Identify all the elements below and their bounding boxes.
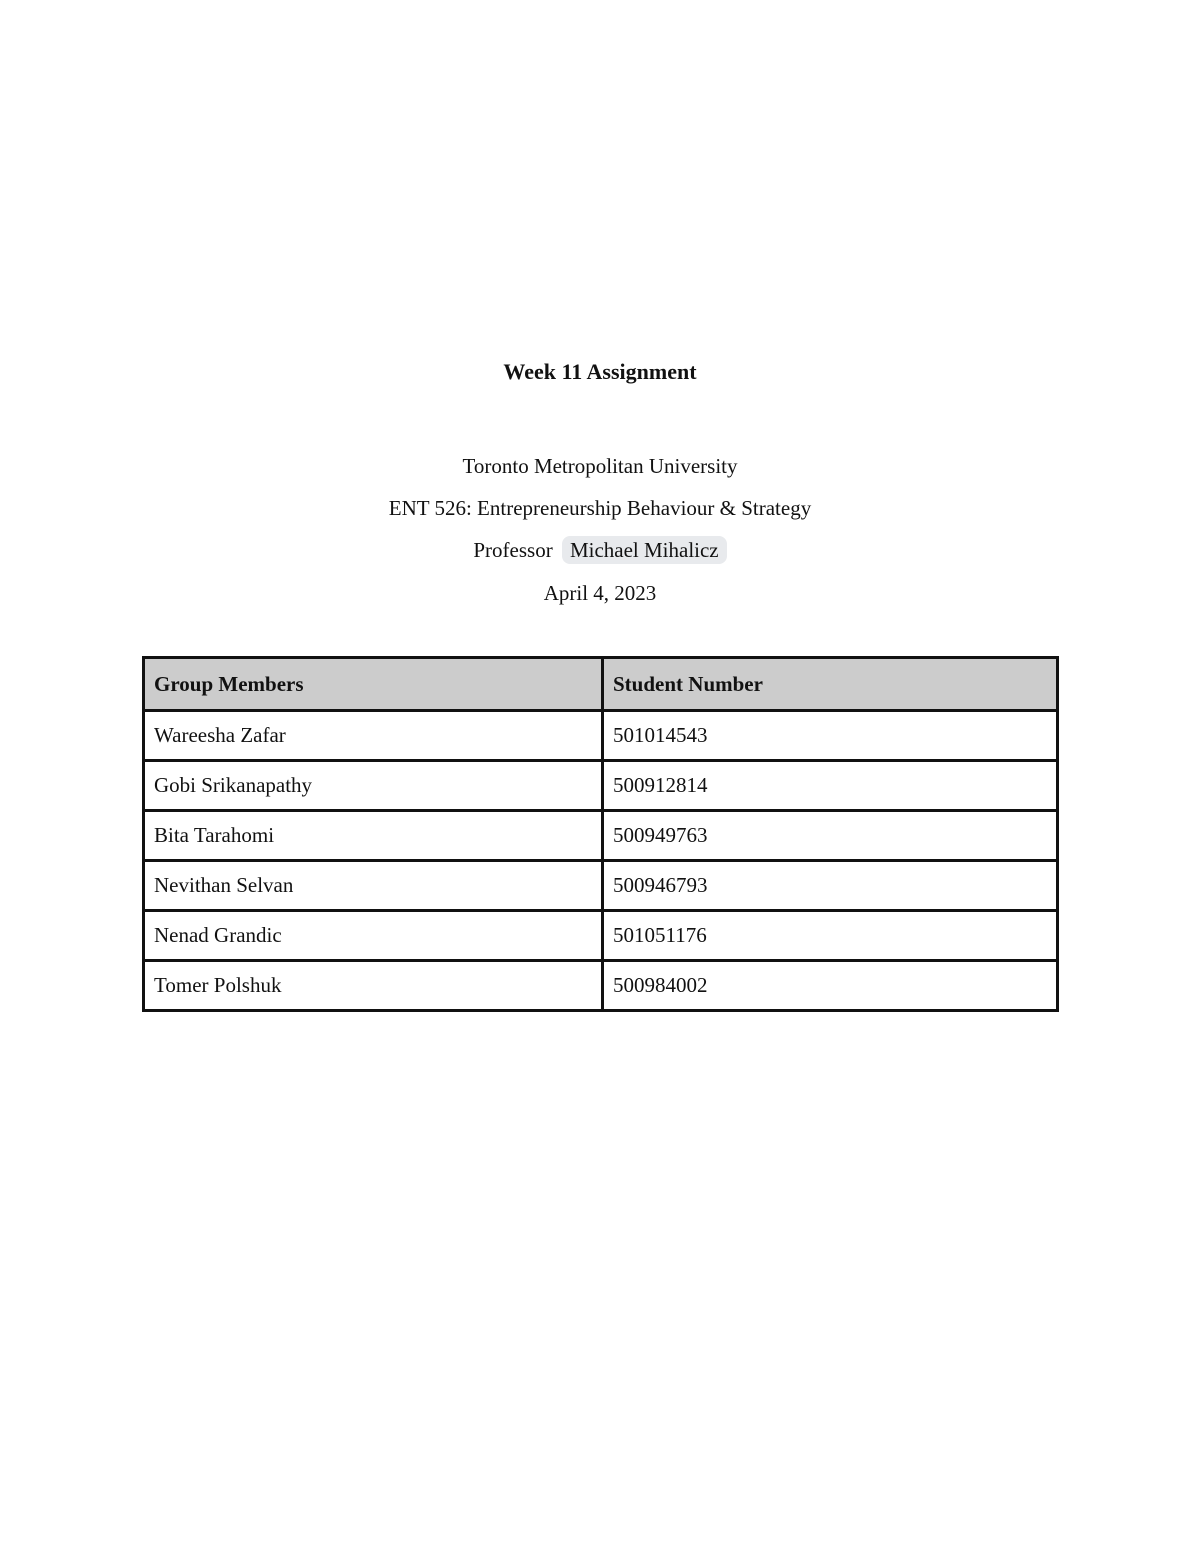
member-name-cell: Nenad Grandic xyxy=(144,911,603,961)
student-number-cell: 501014543 xyxy=(603,711,1058,761)
table-header-row xyxy=(144,658,1058,711)
student-number-cell: 500946793 xyxy=(603,861,1058,911)
student-number-cell: 500949763 xyxy=(603,811,1058,861)
table-row xyxy=(144,861,1058,911)
professor-name-chip[interactable]: Michael Mihalicz xyxy=(562,536,727,564)
member-name-cell: Wareesha Zafar xyxy=(144,711,603,761)
table-row xyxy=(144,711,1058,761)
table-row xyxy=(144,761,1058,811)
group-members-table xyxy=(142,656,1059,1012)
student-number-cell: 500984002 xyxy=(603,961,1058,1011)
university-name: Toronto Metropolitan University xyxy=(462,454,738,478)
member-name-cell: Nevithan Selvan xyxy=(144,861,603,911)
course-title: ENT 526: Entrepreneurship Behaviour & Strategy xyxy=(388,496,812,520)
column-header-student-number: Student Number xyxy=(603,658,1058,711)
table-row xyxy=(144,961,1058,1011)
submission-date: April 4, 2023 xyxy=(543,581,657,605)
table-row xyxy=(144,911,1058,961)
member-name-cell: Bita Tarahomi xyxy=(144,811,603,861)
column-header-group-members: Group Members xyxy=(144,658,603,711)
page-title: Week 11 Assignment xyxy=(503,359,697,384)
member-name-cell: Gobi Srikanapathy xyxy=(144,761,603,811)
professor-prefix: Professor xyxy=(473,538,553,562)
member-name-cell: Tomer Polshuk xyxy=(144,961,603,1011)
professor-line xyxy=(0,535,1200,565)
student-number-cell: 500912814 xyxy=(603,761,1058,811)
table-row xyxy=(144,811,1058,861)
student-number-cell: 501051176 xyxy=(603,911,1058,961)
